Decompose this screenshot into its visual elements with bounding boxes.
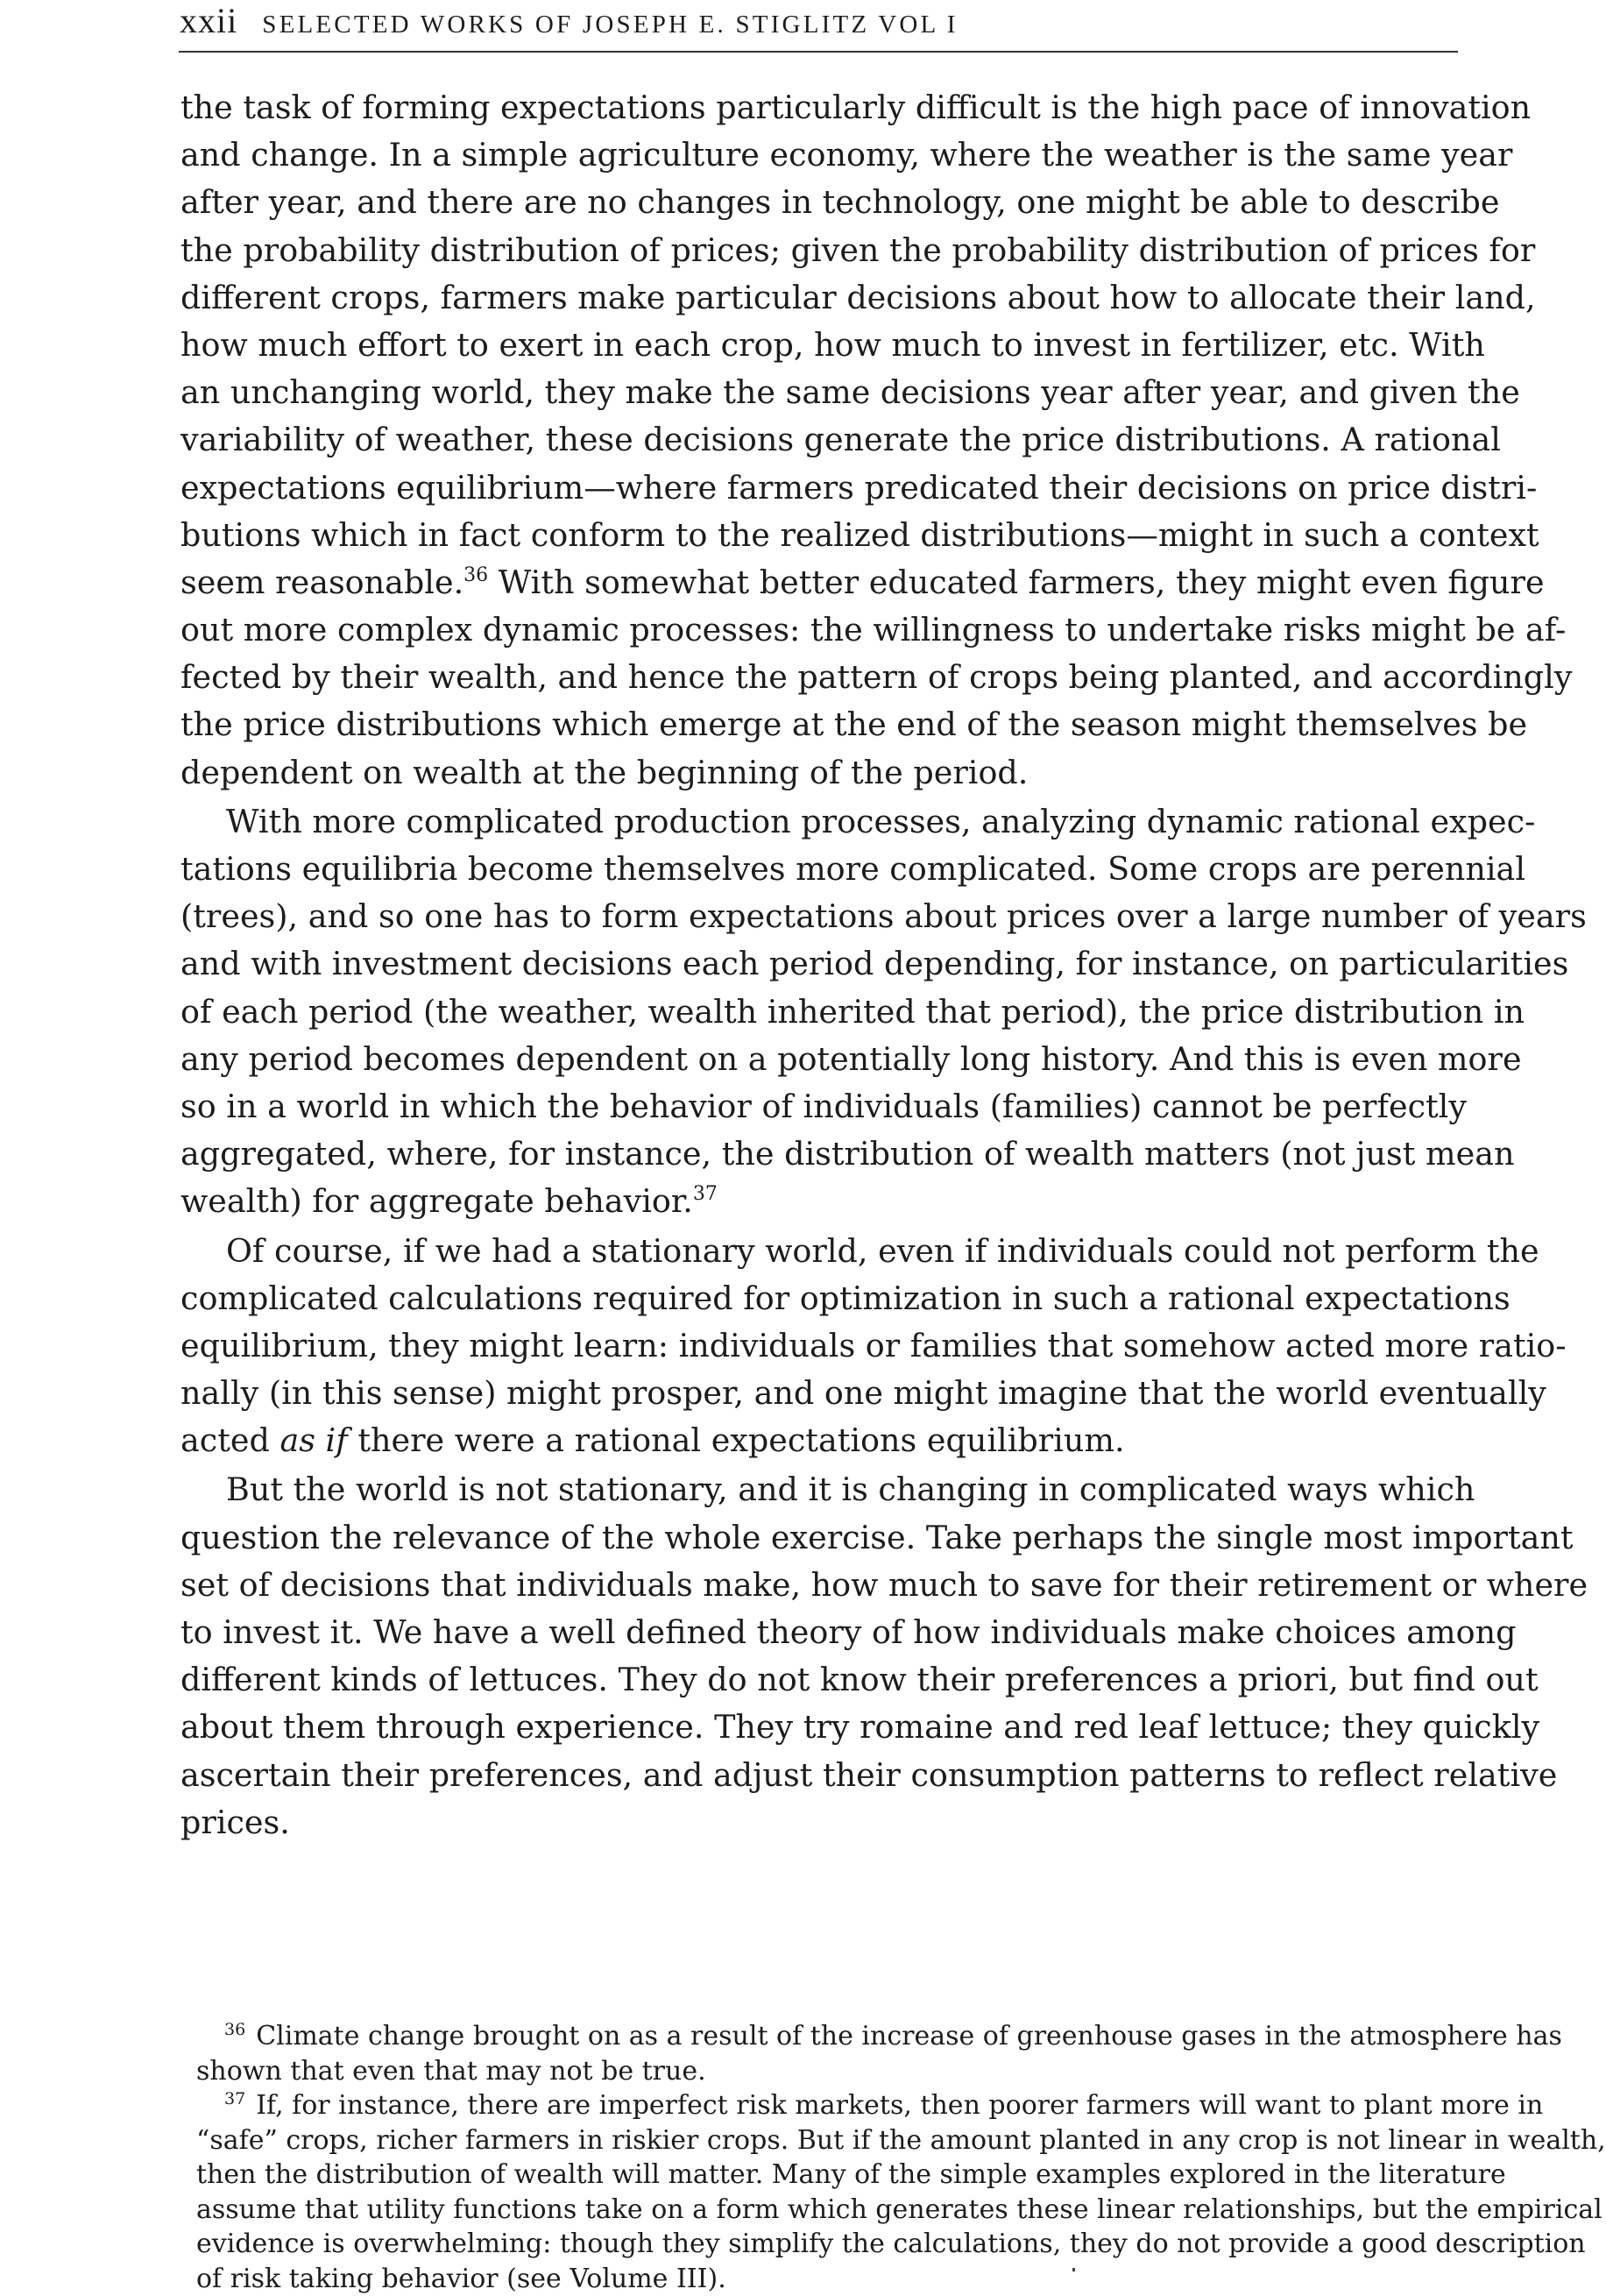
text-line: nally (in this sense) might prosper, and one might imagine that the world eventually <box>180 1370 1490 1417</box>
paragraph-3 <box>180 1228 1490 1465</box>
text-fragment: there were a rational expectations equilibrium. <box>348 1421 1125 1459</box>
text-line: after year, and there are no changes in technology, one might be able to describe <box>180 179 1490 226</box>
text-line: and change. In a simple agriculture economy, where the weather is the same year <box>180 131 1490 179</box>
footnote-line: “safe” crops, richer farmers in riskier crops. But if the amount planted in any crop is not linear in wealth, <box>196 2123 1475 2158</box>
text-line: equilibrium, they might learn: individuals or families that somehow acted more ratio- <box>180 1322 1490 1370</box>
italic-phrase: as if <box>279 1421 347 1459</box>
text-line: tations equilibria become themselves more complicated. Some crops are perennial <box>180 846 1490 893</box>
text-line: any period becomes dependent on a potentially long history. And this is even more <box>180 1036 1490 1083</box>
paragraph-1 <box>180 84 1490 797</box>
text-line: how much effort to exert in each crop, how much to invest in fertilizer, etc. With <box>180 322 1490 369</box>
text-line: different crops, farmers make particular decisions about how to allocate their land, <box>180 274 1490 322</box>
paragraph-2 <box>180 798 1490 1226</box>
text-line: different kinds of lettuces. They do not know their preferences a priori, but find out <box>180 1656 1490 1704</box>
footnote-line <box>196 2019 1475 2054</box>
text-line: expectations equilibrium—where farmers predicated their decisions on price distri- <box>180 464 1490 512</box>
text-line: ascertain their preferences, and adjust their consumption patterns to reflect relative <box>180 1752 1490 1799</box>
text-line-with-italic <box>180 1417 1490 1464</box>
paragraph-4 <box>180 1466 1490 1846</box>
text-line: complicated calculations required for optimization in such a rational expectations <box>180 1275 1490 1322</box>
footnote-line: assume that utility functions take on a form which generates these linear relationships, but the empirical <box>196 2193 1475 2228</box>
text-line: prices. <box>180 1799 1490 1846</box>
text-line: set of decisions that individuals make, how much to save for their retirement or where <box>180 1562 1490 1609</box>
page-number: xxii <box>180 1 237 40</box>
text-line: the task of forming expectations particularly difficult is the high pace of innovation <box>180 84 1490 131</box>
footnote-ref-36[interactable]: 36 <box>463 564 488 586</box>
text-line: the probability distribution of prices; given the probability distribution of prices for <box>180 227 1490 274</box>
page-header <box>180 0 959 41</box>
text-fragment: acted <box>180 1421 279 1459</box>
text-line: question the relevance of the whole exercise. Take perhaps the single most important <box>180 1514 1490 1562</box>
footnote-line: then the distribution of wealth will matter. Many of the simple examples explored in the literature <box>196 2158 1475 2193</box>
footnote-text: If, for instance, there are imperfect risk markets, then poorer farmers will want to plant more in <box>256 2090 1543 2121</box>
header-rule <box>179 51 1458 53</box>
text-line: and with investment decisions each period depending, for instance, on particularities <box>180 940 1490 988</box>
text-line-with-footnote-ref <box>180 559 1490 606</box>
text-line: dependent on wealth at the beginning of the period. <box>180 749 1490 797</box>
text-line: an unchanging world, they make the same decisions year after year, and given the <box>180 369 1490 416</box>
text-line: about them through experience. They try romaine and red leaf lettuce; they quickly <box>180 1704 1490 1751</box>
footnote-line: evidence is overwhelming: though they simplify the calculations, they do not provide a good description <box>196 2227 1475 2262</box>
footnote-line: shown that even that may not be true. <box>196 2054 1475 2089</box>
footnotes <box>196 2019 1475 2296</box>
footnote-text: Climate change brought on as a result of the increase of greenhouse gases in the atmosphere has <box>256 2021 1562 2052</box>
main-text <box>180 84 1490 1846</box>
text-line: out more complex dynamic processes: the willingness to undertake risks might be af- <box>180 606 1490 654</box>
footnote-number: 37 <box>224 2089 245 2108</box>
footnote-line <box>196 2088 1475 2123</box>
text-fragment: seem reasonable. <box>180 563 463 601</box>
text-line: fected by their wealth, and hence the pattern of crops being planted, and accordingly <box>180 654 1490 701</box>
text-line-with-footnote-ref <box>180 1178 1490 1225</box>
footnote-number: 36 <box>224 2020 245 2039</box>
footnote-37 <box>196 2088 1475 2296</box>
footnote-line: of risk taking behavior (see Volume III). <box>196 2262 1475 2296</box>
text-line: aggregated, where, for instance, the distribution of wealth matters (not just mean <box>180 1130 1490 1178</box>
text-line: With more complicated production processes, analyzing dynamic rational expec- <box>180 798 1490 846</box>
text-line: so in a world in which the behavior of individuals (families) cannot be perfectly <box>180 1083 1490 1130</box>
text-line: variability of weather, these decisions generate the price distributions. A rational <box>180 416 1490 464</box>
text-line: the price distributions which emerge at the end of the season might themselves be <box>180 701 1490 748</box>
text-fragment: With somewhat better educated farmers, they might even figure <box>488 563 1544 601</box>
text-line: Of course, if we had a stationary world, even if individuals could not perform the <box>180 1228 1490 1275</box>
scan-mark <box>1072 2268 1075 2271</box>
text-line: to invest it. We have a well defined theory of how individuals make choices among <box>180 1609 1490 1656</box>
running-head: SELECTED WORKS OF JOSEPH E. STIGLITZ VOL I <box>262 11 958 39</box>
text-line: But the world is not stationary, and it is changing in complicated ways which <box>180 1466 1490 1513</box>
footnote-ref-37[interactable]: 37 <box>693 1183 718 1205</box>
footnote-36 <box>196 2019 1475 2088</box>
text-line: of each period (the weather, wealth inherited that period), the price distribution in <box>180 989 1490 1036</box>
text-fragment: wealth) for aggregate behavior. <box>180 1182 693 1220</box>
text-line: butions which in fact conform to the realized distributions—might in such a context <box>180 512 1490 559</box>
text-line: (trees), and so one has to form expectations about prices over a large number of years <box>180 893 1490 940</box>
